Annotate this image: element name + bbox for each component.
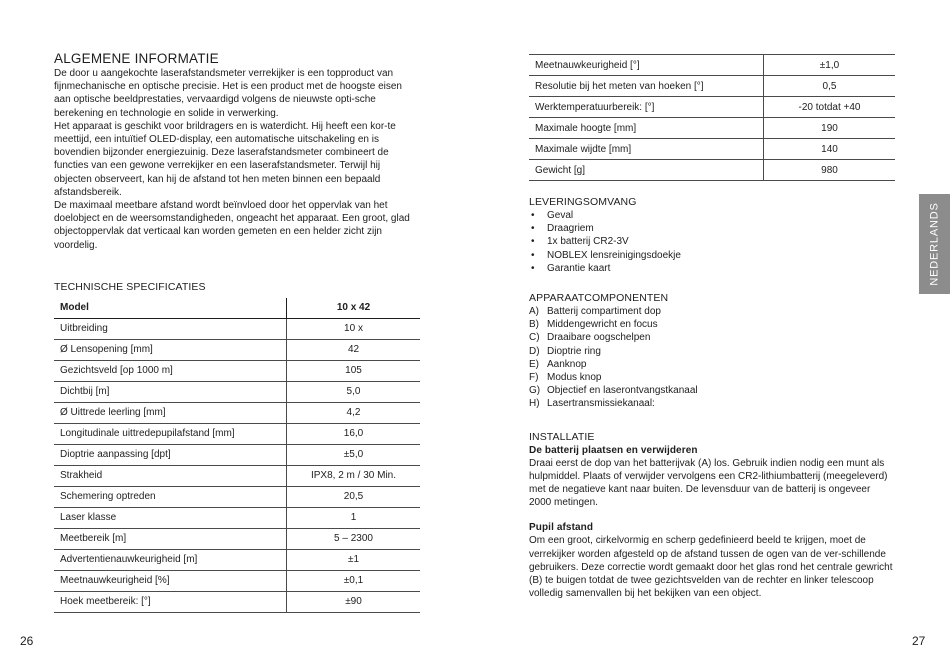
- component-label: Aanknop: [547, 358, 587, 370]
- list-item-label: Garantie kaart: [547, 262, 611, 274]
- battery-text: Draai eerst de dop van het batterijvak (A) los. Gebruik indien nodig een munt als hulpmiddel. Plaats of verwijder vervolgens een CR2-lithiumbatterij (meegeleverd) met de negatieve kant naar buiten. De levensduur van de batterij is ongeveer 2000 metingen.: [529, 457, 888, 509]
- spec-value: 10 x: [287, 318, 421, 339]
- general-info-paragraph-3: De maximaal meetbare afstand wordt beïnvloed door het oppervlak van het doelobject en de weersomstandigheden, ongeacht het apparaat. Een groot, glad objectoppervlak dat verticaal kan worden gemeten en een helder zicht zijn voordelig.: [54, 200, 410, 251]
- specs-header-value: 10 x 42: [287, 298, 421, 319]
- table-row: [54, 486, 420, 507]
- spec-label: Gewicht [g]: [529, 160, 764, 181]
- table-row: [54, 444, 420, 465]
- spec-label: Gezichtsveld [op 1000 m]: [54, 360, 287, 381]
- component-label: Batterij compartiment dop: [547, 306, 661, 318]
- spec-label: Maximale wijdte [mm]: [529, 139, 764, 160]
- spec-value: 4,2: [287, 402, 421, 423]
- list-item-label: Draagriem: [547, 223, 594, 235]
- spec-value: 42: [287, 339, 421, 360]
- table-row: [54, 423, 420, 444]
- spec-value: -20 totdat +40: [764, 97, 896, 118]
- spec-value: 190: [764, 118, 896, 139]
- list-item: [529, 249, 895, 262]
- table-row: [54, 318, 420, 339]
- language-tab: [919, 194, 950, 294]
- specs-header-label: Model: [54, 298, 287, 319]
- component-letter: A): [529, 306, 539, 318]
- component-letter: B): [529, 319, 539, 331]
- component-label: Middengewricht en focus: [547, 319, 658, 331]
- list-item: [529, 358, 895, 371]
- spec-label: Strakheid: [54, 465, 287, 486]
- page-number-left: 26: [20, 634, 34, 648]
- table-row: [54, 570, 420, 591]
- component-letter: H): [529, 398, 540, 410]
- pupil-text: Om een groot, cirkelvormig en scherp gedefinieerd beeld te krijgen, moet de verrekijker worden afgesteld op de afstand tussen de ogen van de ver-schillende gebruikers. Deze correctie wordt gemaakt door het glas rond het centrale gewricht (B) te buigen totdat de twee gezichtsvelden van de rechter en linker telescoop volledig samenvallen bij het bekijken van een object.: [529, 535, 893, 600]
- spec-label: Meetbereik [m]: [54, 528, 287, 549]
- bullet-icon: •: [531, 210, 535, 221]
- list-item: [529, 209, 895, 222]
- table-row: [54, 465, 420, 486]
- spec-value: 105: [287, 360, 421, 381]
- table-row: [54, 591, 420, 612]
- spec-value: 140: [764, 139, 896, 160]
- left-page: [54, 51, 420, 613]
- spec-value: ±1: [287, 549, 421, 570]
- bullet-icon: •: [531, 262, 535, 274]
- spec-label: Ø Uittrede leerling [mm]: [54, 402, 287, 423]
- specs-table-continued: [529, 54, 895, 181]
- spec-label: Schemering optreden: [54, 486, 287, 507]
- spec-label: Dichtbij [m]: [54, 381, 287, 402]
- list-item: [529, 371, 895, 384]
- specs-table: [54, 298, 420, 613]
- delivery-list: [529, 209, 895, 275]
- component-letter: C): [529, 332, 540, 344]
- list-item: [529, 331, 895, 344]
- spec-label: Maximale hoogte [mm]: [529, 118, 764, 139]
- spec-label: Ø Lensopening [mm]: [54, 339, 287, 360]
- spec-value: ±0,1: [287, 570, 421, 591]
- language-tab-label: NEDERLANDS: [928, 202, 941, 286]
- spec-value: 5 – 2300: [287, 528, 421, 549]
- spec-label: Meetnauwkeurigheid [%]: [54, 570, 287, 591]
- table-row: [529, 139, 895, 160]
- list-item-label: Geval: [547, 210, 574, 221]
- table-row: [54, 360, 420, 381]
- table-row: [529, 76, 895, 97]
- component-letter: D): [529, 345, 540, 357]
- component-letter: E): [529, 358, 539, 370]
- battery-subtitle: De batterij plaatsen en verwijderen: [529, 444, 698, 456]
- list-item: [529, 345, 895, 358]
- components-title: APPARAATCOMPONENTEN: [529, 292, 669, 305]
- spec-value: ±1,0: [764, 55, 896, 76]
- spec-label: Uitbreiding: [54, 318, 287, 339]
- installation-title: INSTALLATIE: [529, 430, 595, 443]
- general-info-paragraph-1: De door u aangekochte laserafstandsmeter verrekijker is een topproduct van fijnmechanische en optische precisie. Het is een product met de hoogste eisen aan optische beeldprestaties, vervaardigd volgens de nieuwste opti-sche berekening en technologie en solide in verwerking.: [54, 68, 402, 119]
- table-row: [529, 55, 895, 76]
- list-item: [529, 305, 895, 318]
- spec-label: Resolutie bij het meten van hoeken [°]: [529, 76, 764, 97]
- spec-value: ±5,0: [287, 444, 421, 465]
- bullet-icon: •: [531, 249, 535, 261]
- bullet-icon: •: [531, 236, 535, 248]
- component-label: Modus knop: [547, 372, 602, 384]
- spec-value: 1: [287, 507, 421, 528]
- general-info-title: ALGEMENE INFORMATIE: [54, 51, 219, 66]
- page-number-right: 27: [912, 634, 926, 648]
- spec-label: Dioptrie aanpassing [dpt]: [54, 444, 287, 465]
- spec-label: Longitudinale uittredepupilafstand [mm]: [54, 423, 287, 444]
- table-row: [54, 528, 420, 549]
- spec-value: 20,5: [287, 486, 421, 507]
- spec-value: 980: [764, 160, 896, 181]
- table-row: [54, 402, 420, 423]
- general-info-paragraph-2: Het apparaat is geschikt voor brildragers en is waterdicht. Hij heeft een kor-te meettijd, een intuïtief OLED-display, een automatische uitschakeling en is bovendien bijzonder energiezuinig. Deze laserafstandsmeter combineert de functies van een gewone verrekijker en een laserafstandsmeter. Terwijl hij objecten observeert, kan hij de afstand tot hen meten binnen een bepaald afstandsbereik.: [54, 120, 396, 198]
- table-row: [54, 381, 420, 402]
- pupil-subtitle: Pupil afstand: [529, 522, 594, 534]
- spec-value: ±90: [287, 591, 421, 612]
- list-item-label: 1x batterij CR2-3V: [547, 236, 629, 248]
- spec-label: Meetnauwkeurigheid [°]: [529, 55, 764, 76]
- components-list: [529, 305, 895, 411]
- component-letter: F): [529, 372, 539, 384]
- list-item: [529, 318, 895, 331]
- list-item-label: NOBLEX lensreinigingsdoekje: [547, 249, 681, 261]
- spec-value: 5,0: [287, 381, 421, 402]
- component-label: Objectief en laserontvangstkanaal: [547, 385, 698, 397]
- list-item: [529, 384, 895, 397]
- list-item: [529, 235, 895, 248]
- list-item: [529, 397, 895, 410]
- list-item: [529, 262, 895, 275]
- spec-label: Laser klasse: [54, 507, 287, 528]
- component-label: Draaibare oogschelpen: [547, 332, 651, 344]
- table-row: [54, 507, 420, 528]
- component-label: Lasertransmissiekanaal:: [547, 398, 655, 410]
- table-row: [54, 549, 420, 570]
- table-row: [54, 339, 420, 360]
- spec-value: 16,0: [287, 423, 421, 444]
- table-row: [529, 118, 895, 139]
- specs-title: TECHNISCHE SPECIFICATIES: [54, 280, 206, 293]
- spec-label: Werktemperatuurbereik: [°]: [529, 97, 764, 118]
- specs-header-row: [54, 298, 420, 319]
- spec-value: IPX8, 2 m / 30 Min.: [287, 465, 421, 486]
- component-letter: G): [529, 385, 541, 397]
- spec-value: 0,5: [764, 76, 896, 97]
- delivery-title: LEVERINGSOMVANG: [529, 196, 637, 208]
- right-page: [529, 54, 895, 600]
- spec-label: Hoek meetbereik: [°]: [54, 591, 287, 612]
- list-item: [529, 222, 895, 235]
- component-label: Dioptrie ring: [547, 345, 601, 357]
- spec-label: Advertentienauwkeurigheid [m]: [54, 549, 287, 570]
- bullet-icon: •: [531, 223, 535, 235]
- table-row: [529, 160, 895, 181]
- table-row: [529, 97, 895, 118]
